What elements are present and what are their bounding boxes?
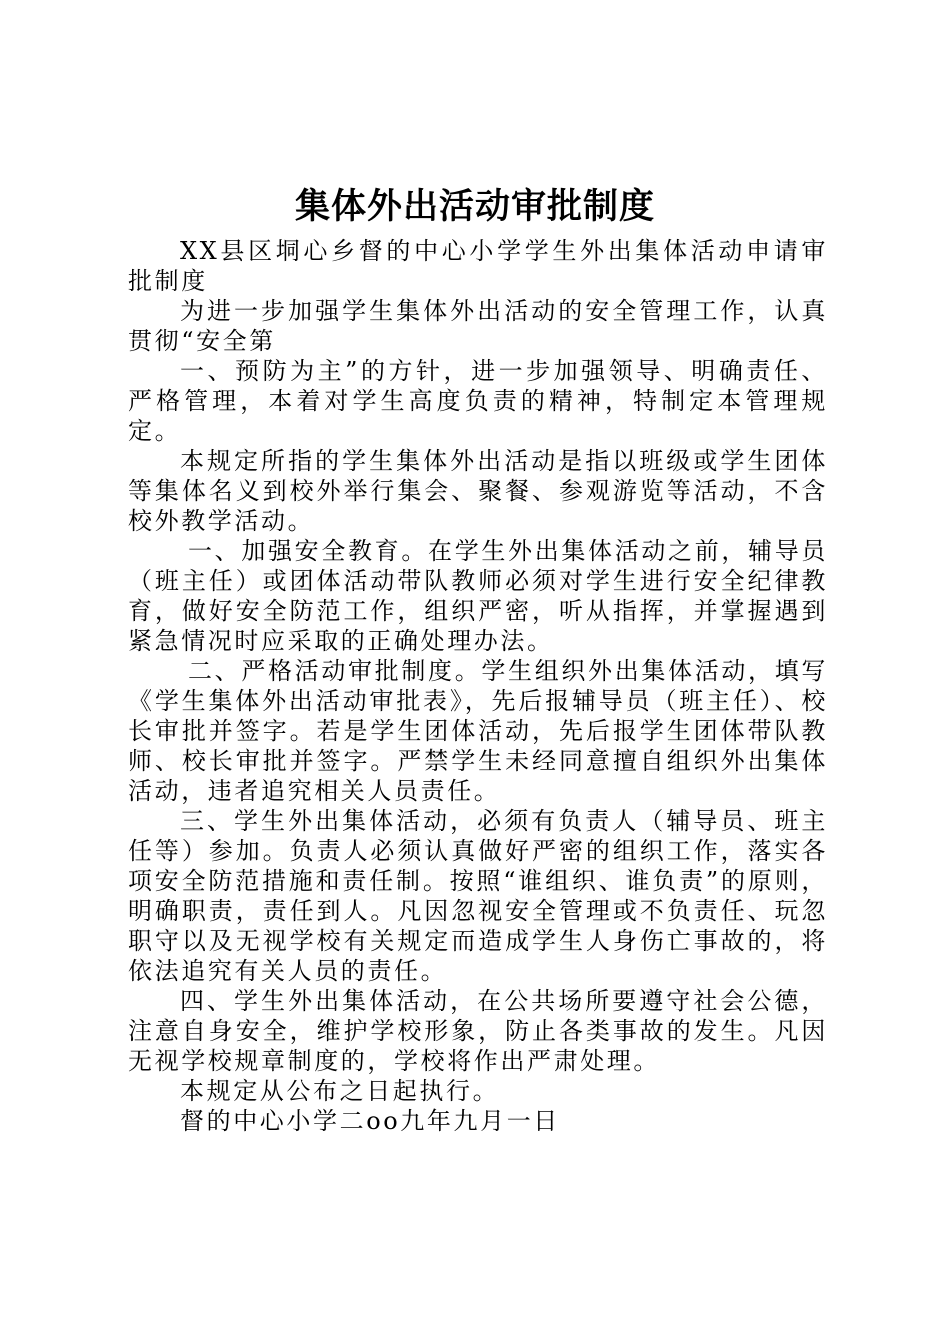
paragraph-intro-continued: 一、预防为主”的方针，进一步加强领导、明确责任、严格管理，本着对学生高度负责的精神，特制定本管理规定。: [128, 357, 828, 445]
paragraph-heading-line: XX县区垌心乡督的中心小学学生外出集体活动申请审批制度: [128, 237, 828, 295]
paragraph-signature-date: 督的中心小学二oo九年九月一日: [180, 1107, 560, 1135]
paragraph-scope: 本规定所指的学生集体外出活动是指以班级或学生团体等集体名义到校外举行集会、聚餐、参观游览等活动，不含校外教学活动。: [128, 447, 828, 535]
document-title: 集体外出活动审批制度: [294, 187, 655, 227]
paragraph-rule-2: 二、严格活动审批制度。学生组织外出集体活动，填写《学生集体外出活动审批表》，先后报辅导员（班主任）、校长审批并签字。若是学生团体活动，先后报学生团体带队教师、校长审批并签字。严禁学生未经同意擅自组织外出集体活动，违者追究相关人员责任。: [128, 657, 828, 805]
paragraph-intro: 为进一步加强学生集体外出活动的安全管理工作，认真贯彻“安全第: [128, 297, 828, 355]
paragraph-rule-1: 一、加强安全教育。在学生外出集体活动之前，辅导员（班主任）或团体活动带队教师必须对学生进行安全纪律教育，做好安全防范工作，组织严密，听从指挥，并掌握遇到紧急情况时应采取的正确处理办法。: [128, 537, 828, 655]
paragraph-rule-4: 四、学生外出集体活动，在公共场所要遵守社会公德，注意自身安全，维护学校形象，防止各类事故的发生。凡因无视学校规章制度的，学校将作出严肃处理。: [128, 987, 828, 1075]
document-body: [128, 236, 828, 1136]
paragraph-rule-3: 三、学生外出集体活动，必须有负责人（辅导员、班主任等）参加。负责人必须认真做好严密的组织工作，落实各项安全防范措施和责任制。按照“谁组织、谁负责”的原则，明确职责，责任到人。凡因忽视安全管理或不负责任、玩忽职守以及无视学校有关规定而造成学生人身伤亡事故的，将依法追究有关人员的责任。: [128, 807, 828, 985]
paragraph-effective: 本规定从公布之日起执行。: [180, 1077, 500, 1105]
